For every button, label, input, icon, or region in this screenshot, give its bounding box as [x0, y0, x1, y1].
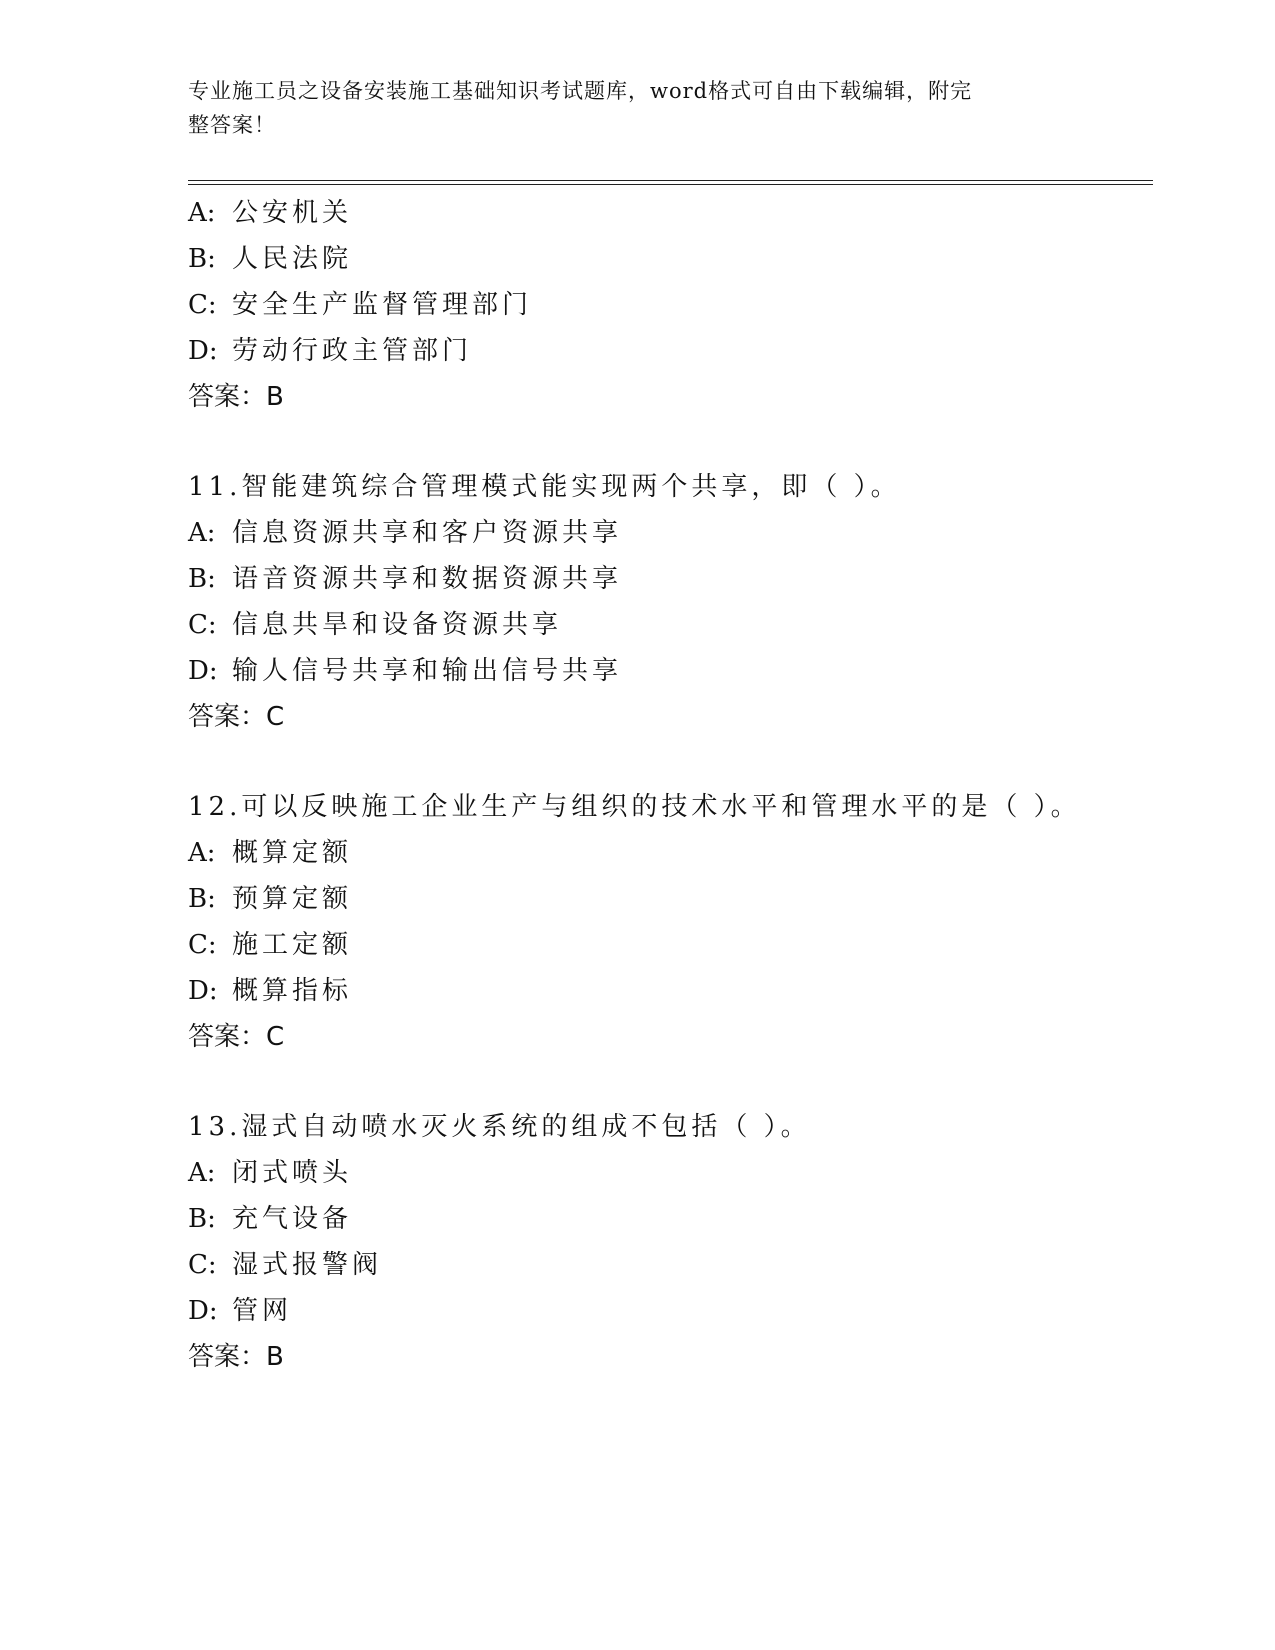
option-text: 管网	[232, 1296, 293, 1326]
option-a	[188, 1150, 1148, 1196]
option-key: A:	[188, 838, 216, 868]
option-text: 概算定额	[232, 838, 353, 868]
header-divider-bottom	[188, 184, 1153, 185]
option-c	[188, 602, 1148, 648]
header-line-2: 整答案！	[188, 113, 276, 137]
option-key: B:	[188, 564, 216, 594]
answer-line: 答案：C	[188, 702, 285, 732]
question-block-10	[188, 190, 1148, 420]
option-text: 闭式喷头	[232, 1158, 353, 1188]
option-d	[188, 328, 1148, 374]
block-spacer	[188, 420, 1148, 464]
question-text: 12.可以反映施工企业生产与组织的技术水平和管理水平的是（ ）。	[188, 792, 1081, 822]
option-b	[188, 1196, 1148, 1242]
answer-line: 答案：C	[188, 1022, 285, 1052]
option-key: A:	[188, 1158, 216, 1188]
question-block-13	[188, 1104, 1148, 1380]
option-key: C:	[188, 610, 217, 640]
option-text: 人民法院	[232, 244, 353, 274]
option-text: 信息资源共享和客户资源共享	[232, 518, 623, 548]
option-a	[188, 190, 1148, 236]
answer-line: 答案：B	[188, 382, 284, 412]
option-d	[188, 968, 1148, 1014]
option-key: D:	[188, 1296, 218, 1326]
option-key: B:	[188, 244, 216, 274]
option-c	[188, 922, 1148, 968]
option-b	[188, 876, 1148, 922]
option-d	[188, 648, 1148, 694]
option-key: D:	[188, 976, 218, 1006]
option-d	[188, 1288, 1148, 1334]
option-key: B:	[188, 884, 216, 914]
option-text: 信息共旱和设备资源共享	[232, 610, 563, 640]
option-text: 劳动行政主管部门	[232, 336, 473, 366]
option-c	[188, 282, 1148, 328]
option-a	[188, 510, 1148, 556]
option-key: D:	[188, 336, 218, 366]
option-key: D:	[188, 656, 218, 686]
option-key: A:	[188, 518, 216, 548]
option-text: 湿式报警阀	[232, 1250, 383, 1280]
option-text: 预算定额	[232, 884, 353, 914]
option-text: 概算指标	[232, 976, 353, 1006]
question-block-11	[188, 464, 1148, 740]
block-spacer	[188, 740, 1148, 784]
option-text: 充气设备	[232, 1204, 353, 1234]
option-a	[188, 830, 1148, 876]
option-text: 语音资源共享和数据资源共享	[232, 564, 623, 594]
option-key: C:	[188, 930, 217, 960]
header-line-1: 专业施工员之设备安装施工基础知识考试题库，word格式可自由下载编辑，附完	[188, 79, 973, 103]
question-list	[188, 190, 1148, 1380]
option-key: A:	[188, 198, 216, 228]
option-b	[188, 236, 1148, 282]
header-divider-top	[188, 180, 1153, 181]
question-text: 11.智能建筑综合管理模式能实现两个共享，即（ ）。	[188, 472, 901, 502]
question-text: 13.湿式自动喷水灭火系统的组成不包括（ ）。	[188, 1112, 811, 1142]
option-text: 输人信号共享和输出信号共享	[232, 656, 623, 686]
option-key: B:	[188, 1204, 216, 1234]
document-header	[188, 74, 1088, 142]
option-key: C:	[188, 290, 217, 320]
option-key: C:	[188, 1250, 217, 1280]
block-spacer	[188, 1060, 1148, 1104]
answer-line: 答案：B	[188, 1342, 284, 1372]
option-text: 公安机关	[232, 198, 353, 228]
option-text: 施工定额	[232, 930, 353, 960]
option-b	[188, 556, 1148, 602]
option-text: 安全生产监督管理部门	[232, 290, 533, 320]
question-block-12	[188, 784, 1148, 1060]
option-c	[188, 1242, 1148, 1288]
